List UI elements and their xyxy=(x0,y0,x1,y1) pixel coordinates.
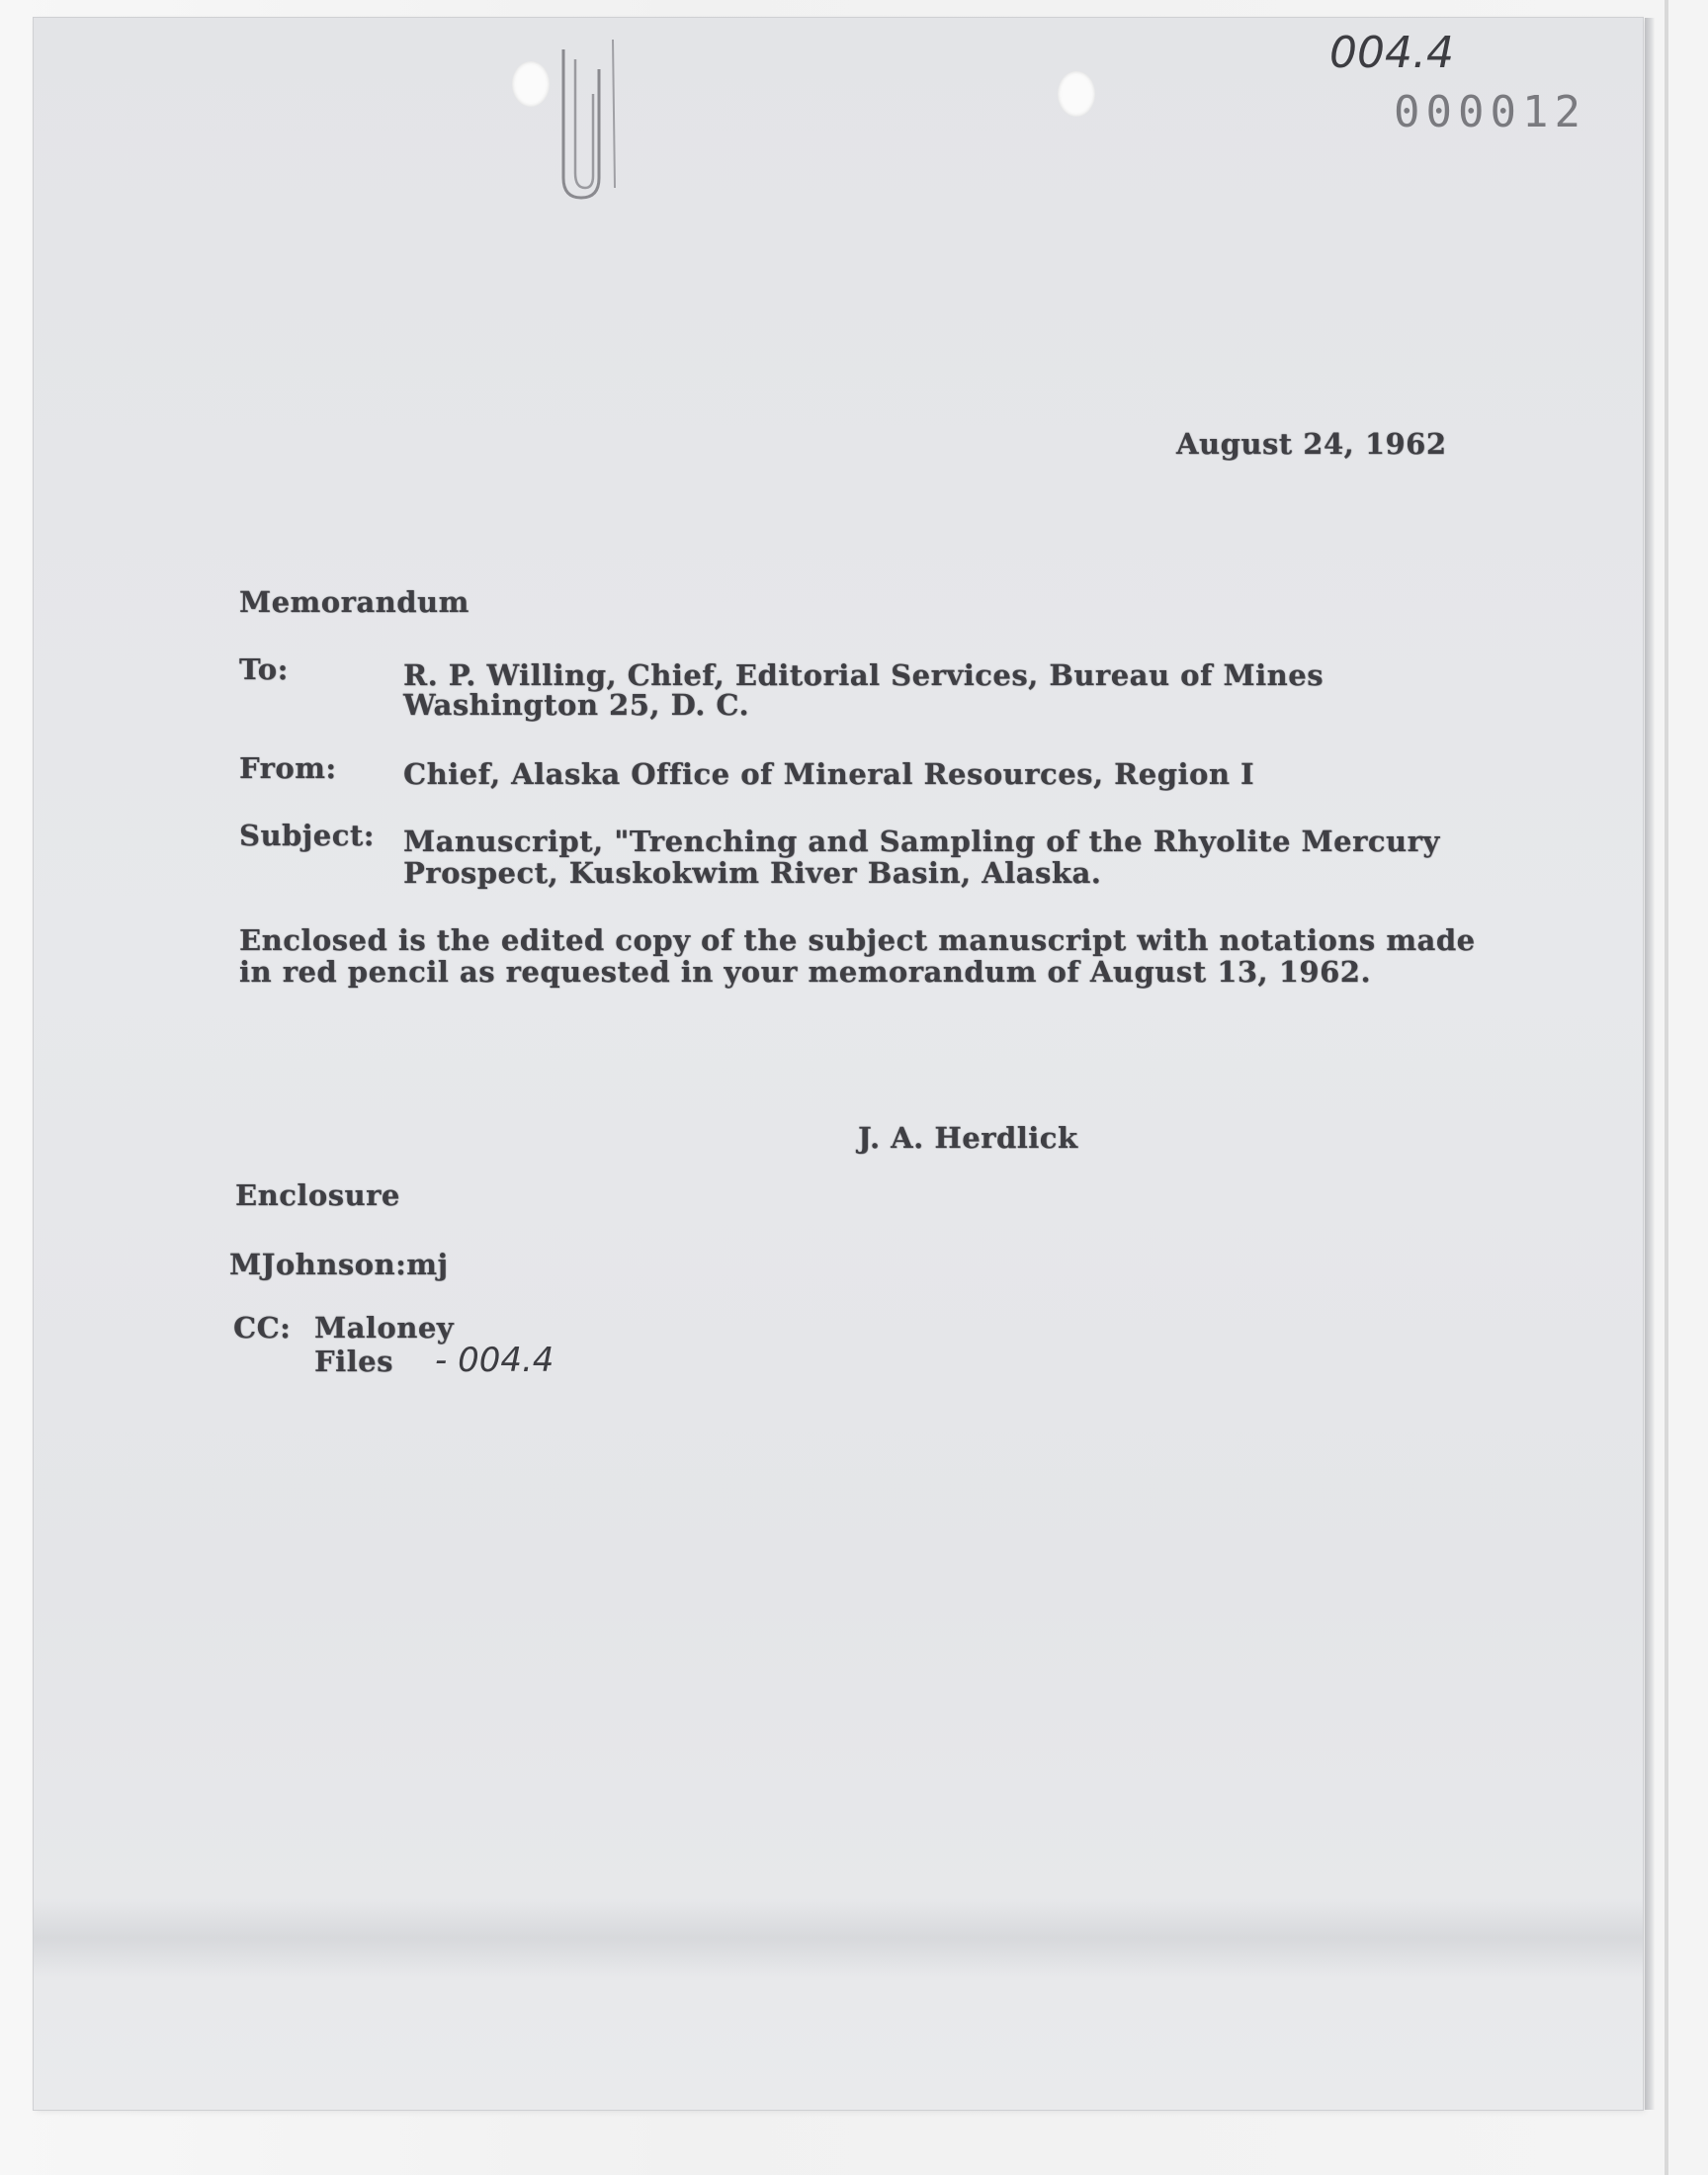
enclosure-note: Enclosure xyxy=(235,1178,400,1212)
cc-files: Files xyxy=(314,1345,393,1378)
scanner-edge-line xyxy=(1665,0,1668,2175)
body-line-1: Enclosed is the edited copy of the subject manuscript with notations made xyxy=(239,923,1476,957)
cc-maloney: Maloney xyxy=(314,1311,455,1345)
files-handwritten-code: - 004.4 xyxy=(435,1341,555,1380)
punch-hole-right xyxy=(1058,71,1095,117)
typist-initials: MJohnson:mj xyxy=(229,1248,449,1281)
sheet-edge-shadow xyxy=(1645,18,1655,2110)
to-line-2: Washington 25, D. C. xyxy=(403,688,750,722)
to-label: To: xyxy=(239,652,289,686)
memo-date: August 24, 1962 xyxy=(1176,427,1447,461)
subject-line-2: Prospect, Kuskokwim River Basin, Alaska. xyxy=(403,856,1102,890)
from-value: Chief, Alaska Office of Mineral Resources, Region I xyxy=(403,757,1255,791)
to-line-1: R. P. Willing, Chief, Editorial Services, Bureau of Mines xyxy=(403,658,1324,692)
scan-artifact-band xyxy=(34,1898,1643,1977)
subject-line-1: Manuscript, "Trenching and Sampling of the Rhyolite Mercury xyxy=(403,825,1440,858)
subject-label: Subject: xyxy=(239,819,376,852)
paper-clip-mark-icon xyxy=(534,40,623,208)
memo-heading: Memorandum xyxy=(239,585,470,619)
body-line-2: in red pencil as requested in your memorandum of August 13, 1962. xyxy=(239,955,1372,989)
file-code-handwritten: 004.4 xyxy=(1329,28,1454,78)
document-stamp-number: 000012 xyxy=(1394,87,1586,137)
cc-label: CC: xyxy=(233,1311,292,1345)
from-label: From: xyxy=(239,751,337,785)
memo-sheet xyxy=(34,18,1643,2110)
signature-name: J. A. Herdlick xyxy=(858,1121,1078,1155)
